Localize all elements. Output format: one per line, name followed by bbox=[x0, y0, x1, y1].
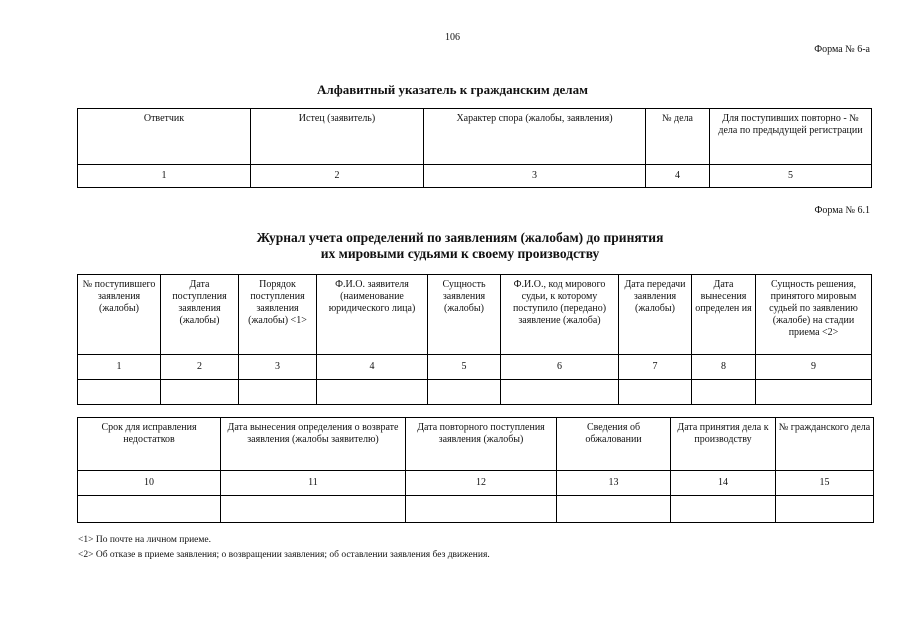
column-number: 6 bbox=[501, 355, 619, 380]
header-cell: № гражданского дела bbox=[776, 418, 874, 471]
header-cell: Дата принятия дела к производству bbox=[671, 418, 776, 471]
header-row bbox=[78, 109, 872, 165]
empty-cell bbox=[317, 380, 428, 405]
header-cell: Ответчик bbox=[78, 109, 251, 165]
column-number: 7 bbox=[619, 355, 692, 380]
column-number: 14 bbox=[671, 471, 776, 496]
column-number: 11 bbox=[221, 471, 406, 496]
header-cell: № дела bbox=[646, 109, 710, 165]
empty-cell bbox=[428, 380, 501, 405]
header-cell: Порядок поступления заявления (жалобы) <1> bbox=[239, 275, 317, 355]
empty-cell bbox=[221, 496, 406, 523]
journal-table-part1 bbox=[77, 274, 872, 405]
column-number: 3 bbox=[239, 355, 317, 380]
number-row bbox=[78, 355, 872, 380]
alphabetical-index-table bbox=[77, 108, 872, 188]
header-cell: Дата поступления заявления (жалобы) bbox=[161, 275, 239, 355]
empty-cell bbox=[239, 380, 317, 405]
header-row bbox=[78, 418, 874, 471]
number-row bbox=[78, 471, 874, 496]
empty-cell bbox=[161, 380, 239, 405]
form-6a-label: Форма № 6-а bbox=[814, 44, 870, 55]
empty-cell bbox=[557, 496, 671, 523]
form-6a-title: Алфавитный указатель к гражданским делам bbox=[317, 82, 588, 97]
empty-data-row bbox=[78, 380, 872, 405]
header-cell: Характер спора (жалобы, заявления) bbox=[424, 109, 646, 165]
empty-cell bbox=[776, 496, 874, 523]
empty-cell bbox=[692, 380, 756, 405]
column-number: 2 bbox=[161, 355, 239, 380]
header-cell: № поступившего заявления (жалобы) bbox=[78, 275, 161, 355]
empty-cell bbox=[406, 496, 557, 523]
form-61-title-line2: их мировыми судьями к своему производству bbox=[320, 246, 600, 261]
header-cell: Сущность решения, принятого мировым судьей по заявлению (жалобе) на стадии приема <2> bbox=[756, 275, 872, 355]
column-number: 8 bbox=[692, 355, 756, 380]
number-row bbox=[78, 165, 872, 188]
column-number: 1 bbox=[78, 355, 161, 380]
header-cell: Дата повторного поступления заявления (жалобы) bbox=[406, 418, 557, 471]
column-number: 12 bbox=[406, 471, 557, 496]
column-number: 4 bbox=[646, 165, 710, 188]
header-cell: Срок для исправления недостатков bbox=[78, 418, 221, 471]
header-cell: Истец (заявитель) bbox=[251, 109, 424, 165]
column-number: 1 bbox=[78, 165, 251, 188]
empty-cell bbox=[78, 380, 161, 405]
header-cell: Дата вынесения определен ия bbox=[692, 275, 756, 355]
form-61-label: Форма № 6.1 bbox=[814, 205, 870, 216]
journal-table-part2 bbox=[77, 417, 874, 523]
column-number: 15 bbox=[776, 471, 874, 496]
column-number: 10 bbox=[78, 471, 221, 496]
header-cell: Ф.И.О., код мирового судьи, к которому поступило (передано) заявление (жалоба) bbox=[501, 275, 619, 355]
column-number: 13 bbox=[557, 471, 671, 496]
empty-cell bbox=[671, 496, 776, 523]
footnote-1: <1> По почте на личном приеме. bbox=[78, 535, 211, 545]
header-cell: Дата передачи заявления (жалобы) bbox=[619, 275, 692, 355]
form-61-title bbox=[200, 230, 720, 262]
column-number: 5 bbox=[428, 355, 501, 380]
column-number: 5 bbox=[710, 165, 872, 188]
empty-cell bbox=[501, 380, 619, 405]
header-row bbox=[78, 275, 872, 355]
column-number: 9 bbox=[756, 355, 872, 380]
column-number: 4 bbox=[317, 355, 428, 380]
empty-cell bbox=[619, 380, 692, 405]
empty-cell bbox=[78, 496, 221, 523]
column-number: 2 bbox=[251, 165, 424, 188]
footnote-2: <2> Об отказе в приеме заявления; о возвращении заявления; об оставлении заявления без движения. bbox=[78, 550, 490, 560]
column-number: 3 bbox=[424, 165, 646, 188]
header-cell: Для поступивших повторно - № дела по предыдущей регистрации bbox=[710, 109, 872, 165]
header-cell: Сущность заявления (жалобы) bbox=[428, 275, 501, 355]
form-61-title-line1: Журнал учета определений по заявлениям (жалобам) до принятия bbox=[256, 230, 664, 245]
empty-data-row bbox=[78, 496, 874, 523]
page-number: 106 bbox=[445, 32, 460, 43]
empty-cell bbox=[756, 380, 872, 405]
header-cell: Сведения об обжаловании bbox=[557, 418, 671, 471]
header-cell: Ф.И.О. заявителя (наименование юридического лица) bbox=[317, 275, 428, 355]
header-cell: Дата вынесения определения о возврате заявления (жалобы заявителю) bbox=[221, 418, 406, 471]
